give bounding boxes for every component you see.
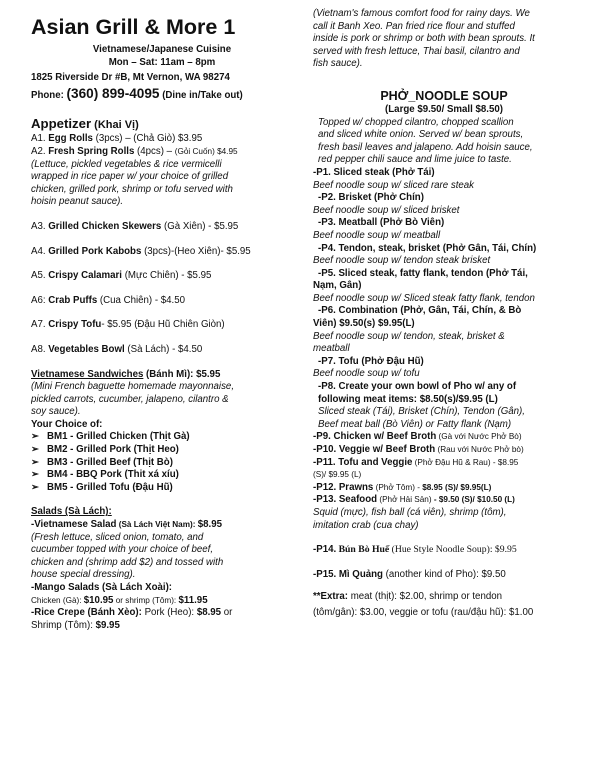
arrow-bullet-icon: ➢ [31, 469, 40, 481]
pho-p13-desc-2: imitation crab (cua chay) [313, 519, 419, 531]
item-a4: A4. Grilled Pork Kabobs (3pcs)-(Heo Xiên)- $5.95 [31, 245, 251, 257]
pho-desc-4: red pepper chili sauce and lime juice to taste. [318, 154, 512, 166]
restaurant-title: Asian Grill & More 1 [31, 15, 236, 39]
item-a5: A5. Crispy Calamari (Mực Chiên) - $5.95 [31, 270, 212, 282]
pho-sizes: (Large $9.50/ Small $8.50) [385, 103, 503, 115]
extras-line-2: (tôm/gân): $3.00, veggie or tofu (rau/đậu hũ): $1.00 [313, 606, 534, 618]
crepe-desc-3: inside is pork or shrimp or both with bean sprouts. It [313, 33, 535, 45]
pho-p5-line1: -P5. Sliced steak, fatty flank, tendon (Phở Tái, [318, 267, 528, 279]
pho-p13: -P13. Seafood (Phở Hải Sản) - $9.50 (S)/ $10.50 (L) [313, 494, 515, 506]
pho-p4: -P4. Tendon, steak, brisket (Phở Gân, Tái, Chín) [318, 242, 537, 254]
pho-p8-desc-2: Beef meat ball (Bò Viên) or Fatty flank (Nạm) [318, 418, 512, 430]
viet-salad-desc-1: (Fresh lettuce, sliced onion, tomato, and [31, 531, 204, 543]
pho-p6-desc-2: meatball [313, 343, 350, 355]
left-column [31, 14, 293, 632]
pho-p1-desc: Beef noodle soup w/ sliced rare steak [313, 179, 475, 191]
arrow-bullet-icon: ➢ [31, 481, 40, 493]
item-a3: A3. Grilled Chicken Skewers (Gà Xiên) - $5.95 [31, 220, 239, 232]
arrow-bullet-icon: ➢ [31, 431, 40, 443]
sandwich-heading: Vietnamese Sandwiches (Bánh Mì): $5.95 [31, 368, 221, 380]
pho-p5-desc: Beef noodle soup w/ Sliced steak fatty flank, tendon [313, 292, 535, 304]
extras-line-1: **Extra: meat (thịt): $2.00, shrimp or tendon [313, 591, 502, 603]
pho-desc-2: and sliced white onion. Served w/ bean sprouts, [318, 129, 524, 141]
a2-desc-3: chicken, grilled pork, shrimp or tofu served with [31, 183, 233, 195]
pho-p3: -P3. Meatball (Phở Bò Viên) [318, 217, 445, 229]
crepe-desc-2: call it Banh Xeo. Pan fried rice flour and stuffed [313, 20, 515, 32]
sandwich-choice: Your Choice of: [31, 418, 103, 430]
a2-desc-4: hoisin peanut sauce). [31, 196, 124, 208]
item-a1: A1. Egg Rolls (3pcs) – (Chả Giò) $3.95 [31, 133, 203, 145]
item-a6: A6: Crab Puffs (Cua Chiên) - $4.50 [31, 294, 185, 306]
pho-p3-desc: Beef noodle soup w/ meatball [313, 229, 441, 241]
rice-crepe-shrimp: Shrimp (Tôm): $9.95 [31, 619, 120, 631]
pho-p4-desc: Beef noodle soup w/ tendon steak brisket [313, 255, 491, 267]
pho-p2-desc: Beef noodle soup w/ sliced brisket [313, 204, 460, 216]
pho-p2: -P2. Brisket (Phở Chín) [318, 192, 424, 204]
crepe-desc-5: fish sauce). [313, 58, 363, 70]
cuisine-line: Vietnamese/Japanese Cuisine [92, 44, 232, 55]
mango-salad-options: Chicken (Gà): $10.95 or shrimp (Tôm): $11.95 [31, 594, 208, 606]
item-a8: A8. Vegetables Bowl (Sà Lách) - $4.50 [31, 343, 203, 355]
pho-p8-line1: -P8. Create your own bowl of Pho w/ any of [318, 381, 517, 393]
pho-p11: -P11. Tofu and Veggie (Phở Đậu Hũ & Rau) - $8.95 [313, 456, 519, 468]
a2-desc-1: (Lettuce, pickled vegetables & rice vermicelli [31, 158, 222, 170]
arrow-bullet-icon: ➢ [31, 444, 40, 456]
pho-p6-desc-1: Beef noodle soup w/ tendon, steak, brisket & [313, 330, 505, 342]
sandwich-bm3: ➢ BM3 - Grilled Beef (Thịt Bò) [31, 456, 173, 468]
viet-salad-desc-3: chicken and (shrimp add $2) and tossed with [31, 556, 224, 568]
pho-p5-line2: Nạm, Gân) [313, 280, 362, 292]
item-a7: A7. Crispy Tofu- $5.95 (Đậu Hũ Chiên Giòn) [31, 319, 225, 331]
sandwich-bm1: ➢ BM1 - Grilled Chicken (Thịt Gà) [31, 431, 190, 443]
address-line: 1825 Riverside Dr #B, Mt Vernon, WA 98274 [31, 72, 230, 84]
pho-desc-3: fresh basil leaves and jalapeno. Add hoisin sauce, [318, 141, 533, 153]
sandwich-bm5: ➢ BM5 - Grilled Tofu (Đậu Hũ) [31, 481, 173, 493]
pho-desc-1: Topped w/ chopped cilantro, chopped scallion [318, 116, 514, 128]
viet-salad-desc-2: cucumber topped with your choice of beef, [31, 544, 214, 556]
salads-heading: Salads (Sà Lách): [31, 506, 112, 518]
pho-p11-sizes: (S)/ $9.95 (L) [313, 470, 362, 480]
crepe-desc-4: served with fresh lettuce, Thai basil, cilantro and [313, 45, 520, 57]
rice-crepe: -Rice Crepe (Bánh Xèo): Pork (Heo): $8.95 or [31, 607, 233, 619]
pho-p12: -P12. Prawns (Phở Tôm) - $8.95 (S)/ $9.95(L) [313, 481, 492, 493]
pho-p15: -P15. Mì Quảng (another kind of Pho): $9.50 [313, 568, 506, 580]
pho-p7: -P7. Tofu (Phở Đậu Hũ) [318, 355, 424, 367]
pho-p1: -P1. Sliced steak (Phở Tái) [313, 166, 435, 178]
a2-desc-2: wrapped in rice paper w/ your choice of grilled [31, 171, 229, 183]
sandwich-bm2: ➢ BM2 - Grilled Pork (Thịt Heo) [31, 444, 179, 456]
appetizer-heading: Appetizer (Khai Vị) [31, 116, 139, 132]
hours-line: Mon – Sat: 11am – 8pm [108, 56, 216, 68]
crepe-desc-1: (Vietnam's famous comfort food for rainy days. We [313, 8, 530, 19]
pho-p9: -P9. Chicken w/ Beef Broth (Gà với Nước Phở Bò) [313, 431, 522, 443]
phone-number: (360) 899-4095 [66, 85, 160, 101]
pho-p13-desc-1: Squid (mực), fish ball (cá viên), shrimp (tôm), [313, 506, 507, 518]
item-a2: A2. Fresh Spring Rolls (4pcs) – (Gỏi Cuốn) $4.95 [31, 145, 238, 157]
sandwich-desc-1: (Mini French baguette homemade mayonnaise, [31, 381, 235, 393]
pho-p10: -P10. Veggie w/ Beef Broth (Rau với Nước Phở bò) [313, 444, 524, 455]
viet-salad: -Vietnamese Salad (Sà Lách Việt Nam): $8.95 [31, 519, 222, 531]
pho-p14: -P14. Bún Bò Huế (Hue Style Noodle Soup): $9.95 [313, 544, 517, 556]
pho-p7-desc: Beef noodle soup w/ tofu [313, 368, 420, 380]
pho-p6-line2: Viên) $9.50(s) $9.95(L) [313, 318, 415, 330]
pho-heading: PHỞ_NOODLE SOUP [380, 88, 508, 103]
mango-salad: -Mango Salads (Sà Lách Xoài): [31, 582, 173, 593]
right-column [313, 8, 575, 620]
arrow-bullet-icon: ➢ [31, 456, 40, 468]
pho-p8-line2: following meat items: $8.50(s)/$9.95 (L) [318, 393, 498, 405]
viet-salad-desc-4: house special dressing). [31, 569, 136, 581]
pho-p6-line1: -P6. Combination (Phở, Gân, Tái, Chín, & Bò [318, 305, 522, 317]
sandwich-desc-3: soy sauce). [31, 406, 81, 418]
sandwich-desc-2: pickled carrots, cucumber, jalapeno, cilantro & [31, 393, 229, 405]
sandwich-bm4: ➢ BM4 - BBQ Pork (Thit xá xíu) [31, 469, 179, 481]
pho-p8-desc-1: Sliced steak (Tái), Brisket (Chín), Tendon (Gân), [318, 406, 525, 418]
phone-line: Phone: (360) 899-4095 (Dine in/Take out) [31, 85, 243, 101]
